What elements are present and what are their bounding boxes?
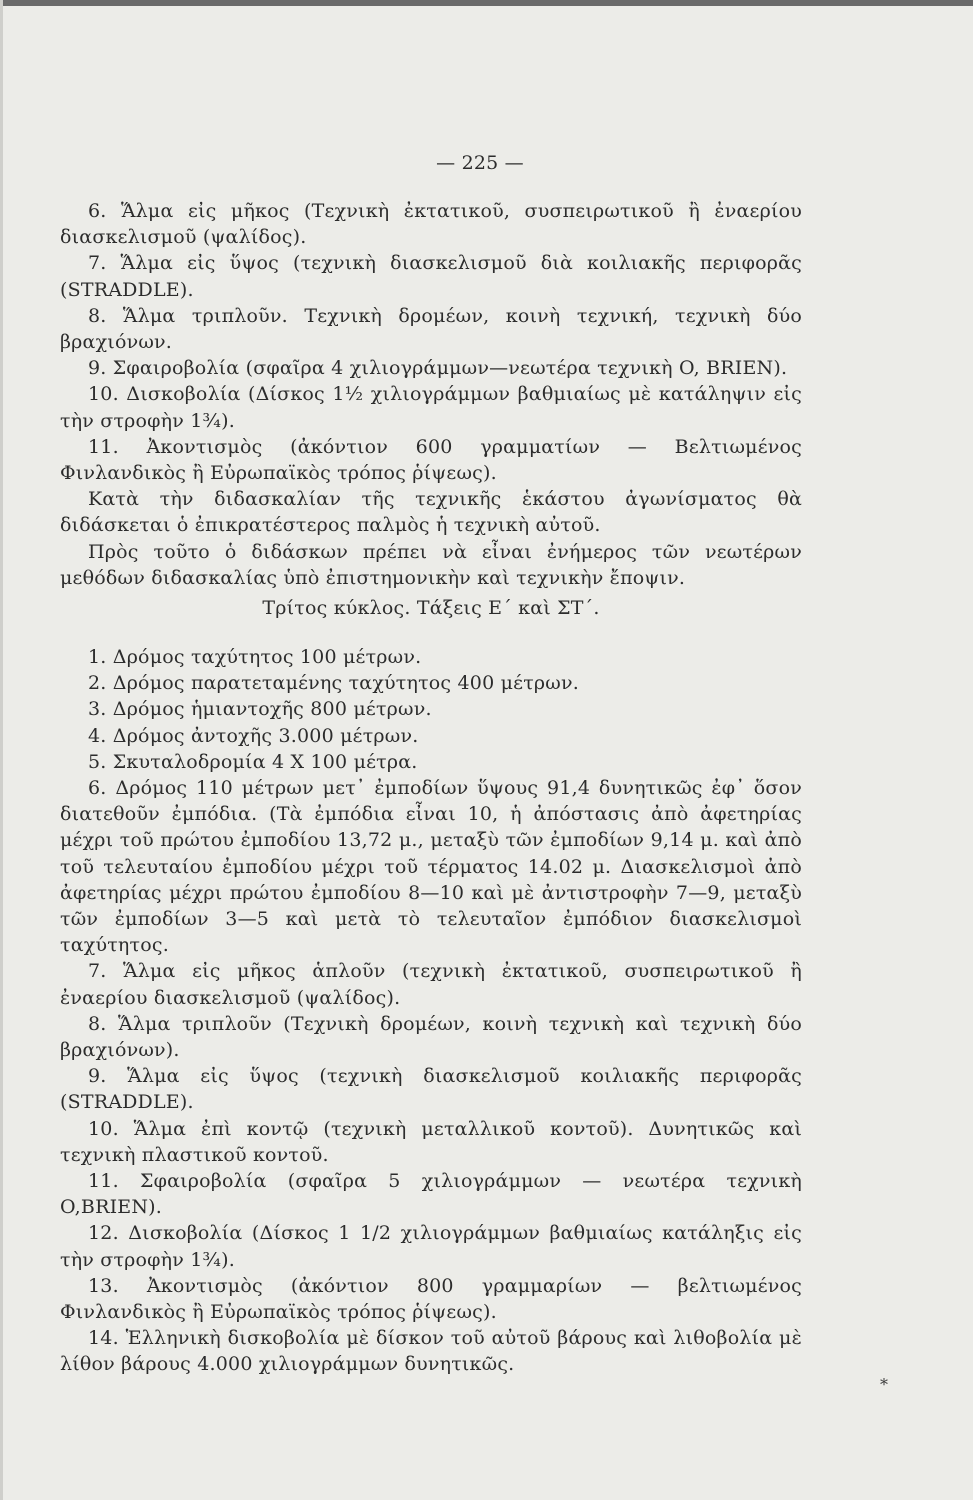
list-item: 11. Ἀκοντισμὸς (ἀκόντιον 600 γραμματίων — Βελτιωμένος Φινλανδικὸς ἢ Εὐρωπαϊκὸς τρόπος ῥίψεως). <box>60 435 802 485</box>
section-first-list <box>60 198 802 591</box>
page-number: — 225 — <box>436 152 524 174</box>
scan-left-edge <box>0 0 3 1500</box>
list-item: 9. Ἅλμα εἰς ὕψος (τεχνικὴ διασκελισμοῦ κοιλιακῆς περιφορᾶς (STRADDLE). <box>60 1065 802 1114</box>
section-second-list <box>60 644 802 1378</box>
list-item: 8. Ἅλμα τριπλοῦν (Τεχνικὴ δρομέων, κοινὴ τεχνικὴ καὶ τεχνικὴ δύο βραχιόνων). <box>60 1012 802 1062</box>
list-item: 4. Δρόμος ἀντοχῆς 3.000 μέτρων. <box>88 724 419 747</box>
list-item: 1. Δρόμος ταχύτητος 100 μέτρων. <box>88 646 422 668</box>
list-item: 10. Ἅλμα ἐπὶ κοντῷ (τεχνικὴ μεταλλικοῦ κοντοῦ). Δυνητικῶς καὶ τεχνικὴ πλαστικοῦ κοντοῦ. <box>60 1117 802 1166</box>
ink-mark: * <box>880 1375 888 1394</box>
list-item: 5. Σκυταλοδρομία 4 Χ 100 μέτρα. <box>88 750 418 773</box>
list-item: 6. Ἅλμα εἰς μῆκος (Τεχνικὴ ἐκτατικοῦ, συσπειρωτικοῦ ἢ ἐναερίου διασκελισμοῦ (ψαλίδος). <box>60 200 802 249</box>
list-item: 7. Ἅλμα εἰς ὕψος (τεχνικὴ διασκελισμοῦ διὰ κοιλιακῆς περιφορᾶς (STRADDLE). <box>60 252 802 301</box>
list-item: 13. Ἀκοντισμὸς (ἀκόντιον 800 γραμμαρίων — βελτιωμένος Φινλανδικὸς ἢ Εὐρωπαϊκὸς τρόπος ῥίψεως). <box>60 1274 802 1324</box>
list-item: 12. Δισκοβολία (Δίσκος 1 1/2 χιλιογράμμων βαθμιαίως κατάληξις εἰς τὴν στροφὴν 1¾). <box>60 1222 802 1271</box>
list-item: 9. Σφαιροβολία (σφαῖρα 4 χιλιογράμμων—νεωτέρα τεχνικὴ O, BRIEN). <box>88 357 788 380</box>
paragraph: Κατὰ τὴν διδασκαλίαν τῆς τεχνικῆς ἑκάστου ἀγωνίσματος θὰ διδάσκεται ὁ ἐπικρατέστερος παλμὸς ἡ τεχνικὴ αὐτοῦ. <box>60 488 802 537</box>
paragraph: Πρὸς τοῦτο ὁ διδάσκων πρέπει νὰ εἶναι ἐνήμερος τῶν νεωτέρων μεθόδων διδασκαλίας ὑπὸ ἐπιστημονικὴν καὶ τεχνικὴν ἔποψιν. <box>60 540 802 589</box>
list-item: 6. Δρόμος 110 μέτρων μετ᾽ ἐμποδίων ὕψους 91,4 δυνητικῶς ἐφ᾽ ὅσον διατεθοῦν ἐμπόδια. (Τὰ ἐμπόδια εἶναι 10, ἡ ἀπόστασις ἀπὸ ἀφετηρίας μέχρι τοῦ πρώτου ἐμποδίου 13,72 μ., μεταξὺ τῶν ἐμποδίων 9,14 μ. καὶ ἀπὸ τοῦ τελευταίου ἐμποδίου μέχρι τοῦ τέρματος 14.02 μ. Διασκελισμοὶ ἀπὸ ἀφετηρίας μέχρι πρώτου ἐμποδίου 8—10 καὶ μὲ ἀντιστροφὴν 7—9, μεταξὺ τῶν ἐμποδίων 3—5 καὶ μετὰ τὸ τελευταῖον ἐμπόδιον διασκελισμοὶ ταχύτητος. <box>60 777 802 957</box>
list-item: 7. Ἅλμα εἰς μῆκος ἁπλοῦν (τεχνικὴ ἐκτατικοῦ, συσπειρωτικοῦ ἢ ἐναερίου διασκελισμοῦ (ψαλίδος). <box>60 960 802 1009</box>
scan-top-edge <box>0 0 973 6</box>
section-heading: Τρίτος κύκλος. Τάξεις Ε΄ καὶ ΣΤ΄. <box>262 597 600 619</box>
list-item: 3. Δρόμος ἡμιαντοχῆς 800 μέτρων. <box>88 698 432 721</box>
list-item: 8. Ἅλμα τριπλοῦν. Τεχνικὴ δρομέων, κοινὴ τεχνική, τεχνικὴ δύο βραχιόνων. <box>60 304 802 354</box>
list-item: 10. Δισκοβολία (Δίσκος 1½ χιλιογράμμων βαθμιαίως μὲ κατάληψιν εἰς τὴν στροφὴν 1¾). <box>60 383 802 432</box>
list-item: 14. Ἑλληνικὴ δισκοβολία μὲ δίσκον τοῦ αὐτοῦ βάρους καὶ λιθοβολία μὲ λίθον βάρους 4.000 χιλιογράμμων δυνητικῶς. <box>60 1327 802 1376</box>
list-item: 11. Σφαιροβολία (σφαῖρα 5 χιλιογράμμων — νεωτέρα τεχνικὴ O,BRIEN). <box>60 1170 802 1219</box>
list-item: 2. Δρόμος παρατεταμένης ταχύτητος 400 μέτρων. <box>88 672 579 695</box>
